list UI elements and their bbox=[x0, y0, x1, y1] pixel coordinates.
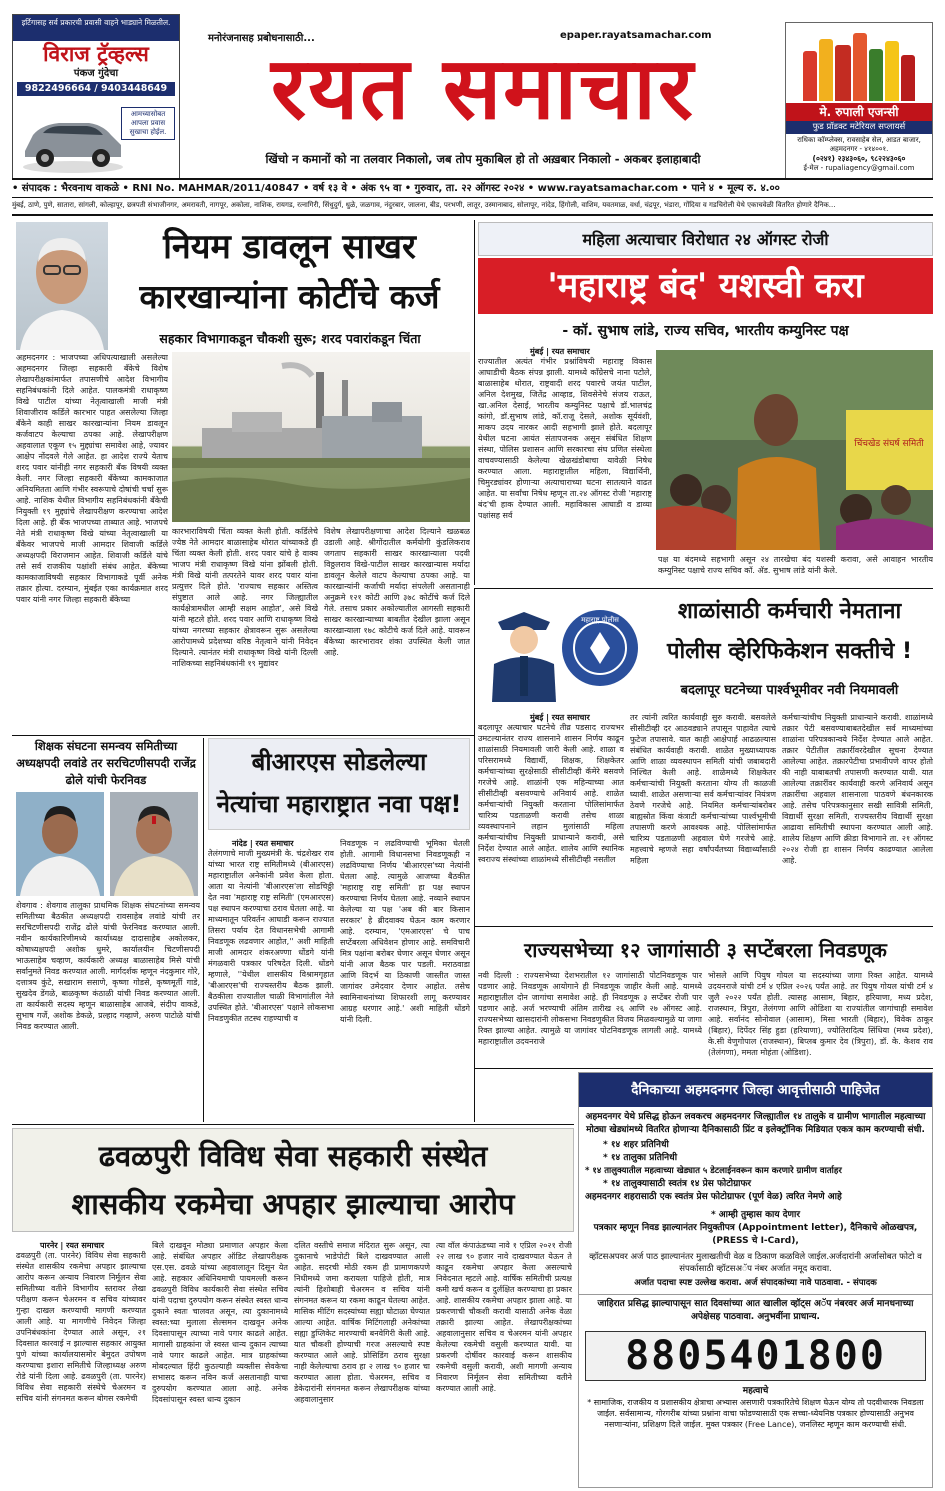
recruit-title: दैनिकाच्या अहमदनगर जिल्हा आवृत्तीसाठी पाहिजेत bbox=[579, 1073, 932, 1107]
ad-viraj-owner: पंकज गुंदेचा bbox=[73, 68, 119, 79]
recruit-offer: पत्रकार म्हणून निवड झाल्यानंतर नियुक्तीपत्र (Appointment letter), दैनिकाचे ओळखपत्र, (PRESS चे I-Card), bbox=[593, 1223, 918, 1246]
masthead-quote: खिंचो न कमानों को ना तलवार निकालो, जब तोप मुकाबिल हो तो अख़बार निकालो - अकबर इलाहाबादी bbox=[265, 152, 701, 166]
story5-headline-2: पोलीस व्हेरिफिकेशन सक्तीचे ! bbox=[666, 639, 913, 664]
ad-viraj-slogan: आमच्यासोबत आपला प्रवास सुखाचा होईल. bbox=[121, 107, 175, 140]
story7-col2: बिले दाखवून मोठ्या प्रमाणात अपहार केला आहे. संबंधित अपहार ऑडिट लेखापरीक्षक एस.एस. ढवळे यांच्या अहवालातून दिसून येत आहे. सहकार अधिनियमाची पायमल्ली करून ढवळपुरी विविध कार्यकारी सेवा संस्थेत सचिव यांनी पदाचा दुरुपयोग करून संस्थेत स्वस्त धान्य दुकाने स्वतः चालवत असून, त्या दुकानामध्ये स्वस्त:च्या मुलाला सेल्समन दाखवून अनेक दिवसापासून त्याच्या नावे पगार काढले आहेत. मागासी ग्राहकांना जे स्वस्त धान्य दुकान त्याच्या नावे पगार काढले आहेत. मात्र ग्राहकांच्या मोबदल्यात हिंदी कुठल्याही व्यक्तीस सेवकेचा सभासद करून नविन कर्ज असतानाही याचा दुरुपयोग करण्यात आला आहे. अनेक दिवसांपासून स्वस्त धान्य दुकान bbox=[152, 1241, 288, 1404]
recruit-whatsapp-note: जाहिरात प्रसिद्ध झाल्यापासून सात दिवसांच्या आत खालील व्हॉट्स अॅप नंबरवर अर्ज मानधनाच्या अपेक्षेसह पाठवावा. अनुभवींना प्राधान्य. bbox=[579, 1294, 932, 1327]
sugar-factory-photo bbox=[172, 352, 470, 522]
masthead-cities: मुंबई, ठाणे, पुणे, सातारा, सांगली, कोल्हापूर, छत्रपती संभाजीनगर, अमरावती, नागपूर, अकोला, नाशिक, रायगड, रत्नागिरी, सिंधुदुर्ग, धुळे, जळगाव, नंदुरबार, जालना, बीड, परभणी, लातूर, उस्मानाबाद, सोलापूर, नांदेड, हिंगोली, वाशिम, यवतमाळ, वर्धा, चंद्रपूर, भंडारा, गोंदिया व गडचिरोली येथे एकाचवेळी वितरित होणारे दैनिक... bbox=[12, 201, 836, 209]
story5-col2: तर त्यांनी त्वरित कार्यवाही सुरु करावी. बसवलेले सीसीटीव्ही दर आठवड्याने तपासून पाहावेत त्याचे फुटेज तपासावे. यात काही आक्षेपार्ह आढळल्यास संबंधित कार्यवाही करावी. शाळेत मुख्याध्यापक आणि शाळा व्यवस्थापन समिती यांची जबाबदारी निश्चित केली आहे. शाळेमध्ये शिक्षकेतर कर्मचाऱ्यांची नियुक्ती करताना योग्य ती काळजी घ्यावी. शाळेत असणाऱ्या सर्व कर्मचाऱ्यांवर नियंत्रण ठेवणे गरजेचे आहे. नियमित कर्मचाऱ्यांबरोबर बाह्यस्रोत किंवा कंत्राटी कर्मचाऱ्यांच्या पार्श्वभूमीची तपासणी करणे आवश्यक आहे. पोलिसांमार्फत चारित्र्य पडताळणी अहवाल घेणे गरजेचे आहे. महत्त्वाचे म्हणजे सहा वर्षांपर्यंतच्या विद्यार्थ्यांसाठी महिला bbox=[630, 713, 776, 865]
masthead-divider bbox=[12, 178, 933, 180]
banner-text: चिंचखेड संघर्ष समिती bbox=[854, 439, 924, 449]
recruit-ad bbox=[578, 1072, 933, 1488]
story5-col1: बदलापूर अत्याचार घटनेचे तीव्र पडसाद राज्यभर उमटल्यानंतर राज्य शासनाने शासन निर्णय काढून शाळांसाठी नियमावली जारी केली आहे. शाळा व परिसरामध्ये विद्यार्थी, शिक्षक, शिक्षकेतर कर्मचाऱ्यांच्या सुरक्षेसाठी सीसीटीव्ही कॅमेरे बसवणे गरजेचे आहे. शाळांनी एक महिन्याच्या आत सीसीटीव्ही बसवण्याचे अनिवार्य आहे. शाळेत कर्मचाऱ्यांची नियुक्ती करताना पोलिसांमार्फत चारित्र्य पडताळणी करावी तसेच शाळा व्यवस्थापनाने लहान मुलांसाठी महिला कर्मचाऱ्यांचीच नियुक्ती प्राधान्याने करावी, असे निर्देश देण्यात आले आहेत. शालेय आणि स्थानिक स्वराज्य संस्थांच्या शाळांमध्ये सीसीटीव्ही नसतील bbox=[478, 723, 624, 864]
story1-headline-1: नियम डावलून साखर bbox=[163, 227, 416, 267]
story7-col3: दलित वस्तीचे समाज मंदिरात सुरू असून, त्या दुकानाचे भाडेपोटी बिले दाखवण्यात आली आहेत. सदरची मोठी रकम ही प्रामाणकपणे निधीमध्ये जमा करायला पाहिजे होती, मात्र त्यांनी हिशोबाही चेअरमन व सचिव यांनी संगनमत करून या रकमा काढून घेतल्या आहेत. मासिक मीटिंग सदस्यांच्या सह्या घोटाळा घेण्यात आल्या आहेत. वार्षिक मिटिंगलाही अनेकांच्या सह्या डुप्लिकेट मारण्याची बनवेगिरी केली आहे. यात चौकशी होण्याची गरज असल्याचे स्पष्ट करण्यात आले आहे. प्रोसिडिंग ठराव सुरक्षा नाही केलेल्याचा ठराव हा २ लाख ९० हजार चा करण्यात आला होता. चेअरमन, सचिव व डेकेदारांनी संगनमत करून लेखापरीक्षक यांच्या अहवालानुसार bbox=[294, 1241, 430, 1404]
recruit-apply: व्हॉटसअपवर अर्ज पाठ झाल्यानंतर मुलाखतीची वेळ व ठिकाण कळविले जाईल.अर्जदारांनी अर्जासोबत फोटो व संपर्कासाठी व्हॉटसअॅप नंबर अर्जात नमूद करावा. bbox=[589, 1252, 922, 1274]
story1-col2: कारभाराविषयी चिंता व्यक्त केली होती. कर्डिलेचे ज्येष्ठ नेते आमदार बाळासाहेब थोरात यांच्याकडे ही चिंता व्यक्त केली होती. शरद पवार यांचे हे वाक्य भाजप मंत्री राधाकृष्ण विखे यांना झोंबली होती. मंत्री विखे यांनी तत्परतेने यावर शरद पवार यांना प्रत्युत्तर दिले होते. 'राज्याच सहकार अस्तित्व संपुष्टात आले आहे. नगर जिल्ह्यातील कार्यक्षेत्रामधील आम्ही सक्षम आहोत', असे विखे यांनी म्हटले होते. शरद पवार आणि राधाकृष्ण विखे यांच्या नगरच्या सहकार क्षेत्रावरून सुरू असलेल्या आरोपामध्ये प्रदेशच्या वरिष्ठ नेतृत्वाने यांनी निवेदन दिल्याने. त्यानंतर मंत्री राधाकृष्ण विखे यांनी दिल्ली नाशिकच्या सहनिबंधकांनी १९ मुद्यांवर bbox=[172, 527, 318, 668]
story5-headline-1: शाळांसाठी कर्मचारी नेमताना bbox=[677, 599, 902, 624]
recruit-important-title: महत्वाचे bbox=[742, 1386, 769, 1396]
ad-rupali-address: राधिका कॉम्प्लेक्स, रावसाहेब सेल, आडत बाजार, अहमदनगर - ४१४००१. bbox=[797, 136, 921, 153]
story2-body: राज्यातील अत्यंत गंभीर प्रश्नांविषयी महाराष्ट्र विकास आघाडीची बैठक संपन्न झाली. यामध्ये कॉंग्रेसचे नाना पटोले, बाळासाहेब थोरात, राष्ट्रवादी शरद पवारचे जयंत पाटील, अनिल देशमुख, जितेंद्र आव्हाड, शिवसेनेचे संजय राऊत, खा.अनिल देसाई, भारतीय कम्युनिस्ट पक्षाचे डॉ.भालचंद्र कांगो, डॉ.सुभाष लांडे, कॉ.राजू देसले, अशोक सूर्यवंशी, माकप उदय नारकर आदी सहभागी झाले होते. बदलापूर येथील घटना आयंत संतापजनक असून संबंधित शिक्षण संस्था, पोलिस प्रशासन आणि सरकारचा संघ प्रणित संस्थेला वाचवण्यासाठी केलेल्या खेळखंडोबाचा यावेळी निषेध करण्यात आला. महाराष्ट्रातील महिला, विद्यार्थिनी, चिमुरड्यांवर होणाऱ्या अत्याचाराच्या घटना सातत्याने वाढत आहेत. या सर्वांचा निषेध म्हणून ता.२४ ऑगस्ट रोजी 'महाराष्ट्र बंद'ची हाक देण्यात आली. महाविकास आघाडी व डाव्या पक्षांसह सर्व bbox=[478, 357, 652, 520]
ad-rupali-name: मे. रुपाली एजन्सी bbox=[786, 103, 932, 121]
recruit-phone[interactable]: 8805401800 bbox=[585, 1331, 926, 1381]
lavande-photo bbox=[16, 792, 104, 896]
story1-headline-2: कारखान्यांना कोटींचे कर्ज bbox=[139, 277, 440, 316]
story3-headline: शिक्षक संघटना समन्वय समितीच्या अध्यक्षपदी लवांडे तर सरचिटणीसपदी राजेंद्र ढोले यांची फेरनिवड bbox=[16, 739, 196, 787]
story4-dateline: नांदेड | रयत समाचार bbox=[232, 839, 294, 848]
masthead-info-line: • संपादक : भैरवनाथ वाकळे • RNI No. MAHMAR/2011/40847 • वर्ष १३ वे • अंक ९५ वा • गुरुवार, ता. २२ ऑगस्ट २०२४ • www.rayatsamachar.com • पाने ४ • मूल्य रु. ४.०० bbox=[12, 183, 780, 194]
story2-kicker: महिला अत्याचार विरोधात २४ ऑगस्ट रोजी bbox=[582, 230, 829, 249]
sharad-pawar-photo bbox=[16, 222, 108, 350]
row-divider-4 bbox=[474, 1068, 933, 1069]
ad-viraj-name: विराज ट्रॅव्हल्स bbox=[43, 42, 149, 66]
story2-byline: - कॉ. सुभाष लांडे, राज्य सचिव, भारतीय कम्युनिस्ट पक्ष bbox=[562, 323, 849, 339]
row-divider-2 bbox=[474, 588, 933, 589]
story3-body: शेवगाव : शेवगाव तालुका प्राथमिक शिक्षक संघटनांच्या समन्वय समितीच्या बैठकीत अध्यक्षपदी रावसाहेब लवांडे यांची तर सरचिटणीसपदी राजेंद्र ढोले यांची फेरनिवड करण्यात आली. नवीन कार्यकारिणीमध्ये कार्याध्यक्ष दादासाहेब अकोलकर, कोषाध्यक्षपदी अशोक धुमरे, कार्यालयीन चिटणीसपदी भाऊसाहेब चव्हाण, कार्यकारी अध्यक्ष बाळासाहेब मिसे यांची सर्वानुमते निवड करण्यात आली. मार्गदर्शक म्हणून नंदकुमार गोरे, दत्तात्रय कुंटे, सखाराम ससाणे, कृष्णा गोडसे, कृष्णमूर्ती गाडे, सुखदेव डेंगळे, बाळकृष्ण कंठाळी यांची निवड करण्यात आली. ता कार्यकारी सदस्य म्हणून बाळासाहेब आजबे, संदीप वाकडे, सुभाष गर्जे, अशोक डेकळे, प्रल्हाद गव्हाणे, अरुण पाटोळे यांची निवड करण्यात आली. bbox=[16, 901, 200, 1031]
story7-col1: ढवळपुरी (ता. पारनेर) विविध सेवा सहकारी संस्थेत शासकीय रकमेचा अपहार झाल्याचा आरोप करून अन्याय निवारण निर्मूलन सेवा समितीच्या वतीने विभागीय स्तरावर लेखा परीक्षण करून चेअरमन व सचिव यांच्यावर गुन्हा दाखल करण्याची मागणी करण्यात आली आहे. या मागणीचे निवेदन जिल्हा उपनिबंधकांना देण्यात आले असून, २१ दिवसात कारवाई न झाल्यास सहकार आयुक्त पुणे यांच्या कार्यालयासमोर बेमुदत उपोषण करण्याचा इशारा समितीचे जिल्हाध्यक्ष अरुण रोडे यांनी दिला आहे. ढवळपुरी (ता. पारनेर) विविध सेवा सहकारी संस्थेचे चेअरमन व सचिव यांनी संगनमत करून बोगस रकमेची bbox=[16, 1251, 146, 1403]
story4-headline-1: बीआरएस सोडलेल्या bbox=[251, 748, 427, 776]
story5-col3: कर्मचाऱ्यांचीच नियुक्ती प्राधान्याने करावी. शाळांमध्ये तक्रार पेटी बसवण्याबाबतदेखील सर्व माध्यमांच्या शाळांना परिपत्रकान्वये निर्देश देण्यात आले आहेत. तक्रार पेटीतील तक्रारींवरदेखील सूचना देण्यात आलेल्या आहेत. तक्रारपेटीचा प्रभावीपणे वापर होतो की नाही याबाबतची तपासणी करण्यात यावी. यात आलेल्या तक्रारींवर कार्यवाही करणे अनिवार्य असून तक्रारींचा अहवाल शासनाला पाठवणे बंधनकारक आहे. तसेच परिपत्रकानुसार सखी सावित्री समिती, विद्यार्थी सुरक्षा समिती, राज्यस्तरीय विद्यार्थी सुरक्षा आढावा समितीची स्थापना करण्यात आली आहे. शालेय शिक्षण आणि क्रीडा विभागाने ता. २१ ऑगस्ट २०२४ रोजी हा शासन निर्णय काढण्यात आलेला आहे. bbox=[782, 713, 933, 865]
story7-headline-1: ढवळपुरी विविध सेवा सहकारी संस्थेत bbox=[98, 1139, 488, 1173]
recruit-offer-title: * आम्ही तुम्हास काय देणार bbox=[710, 1210, 801, 1220]
story1-col1: अहमदनगर : भाजपच्या अधिपत्याखाली असलेल्या अहमदनगर जिल्हा सहकारी बँकेचे विशेष लेखापरीक्षकांमार्फत तपासणीचे आदेश विभागीय सहनिबंधकांनी दिले आहेत. पालकमंत्री राधाकृष्ण विखे पाटील यांच्या नेतृत्वाखाली माजी मंत्री शिवाजीराव कर्डिले कारभार पाहत असलेल्या जिल्हा बँकेने काही साखर कारखान्यांना नियम डावलून कर्जवाटप केल्याचा ठपका आहे. लेखापरीक्षण अहवालात एकूण १५ मुद्द्यांचा समावेश आहे, ज्यावर आक्षेप नोंदवले गेले आहेत. हा आदेश राज्ये येताच शरद पवार यांनीही नगर सहकारी बँक विषयी व्यक्त केली. नगर जिल्हा सहकारी बँकेच्या कामकाजात अनियमितता आणि गंभीर स्वरूपाचे दोषांची चर्चा सुरू आहे. नाशिक येथील विभागीय सहनिबंधकांनी बँकेची नियुक्ती १९ मुद्द्यांचे लेखापरीक्षण करण्याचा आदेश दिला आहे. ही बँक भाजपच्या ताब्यात आहे. भाजपचे नेते मंत्री राधाकृष्ण विखे यांच्या नेतृत्वाखाली या बँकेवर भाजपचे माजी आमदार शिवाजी कर्डिले अध्यक्षपदी विराजमान आहेत. शिवाजी कर्डिले यांचे तसे सर्व राजकीय पक्षांशी संबंध आहेत. बँकेच्या कामकाजाविषयी सहकार विभागाकडे पूर्वी अनेक तक्रार होत्या. दरम्यान, मुंबईत एका कार्यक्रमात शरद पवार यांनी नगर जिल्हा सहकारी बँकेच्या bbox=[16, 353, 168, 604]
row-divider-1 bbox=[12, 735, 474, 736]
police-illustration bbox=[478, 592, 646, 702]
landé-speech-photo bbox=[656, 350, 933, 550]
story2-kicker-box bbox=[478, 222, 933, 256]
story2-headline-box bbox=[478, 258, 933, 314]
story4-col1: तेलंगणाचे माजी मुख्यमंत्री के. चंद्रशेखर राव यांच्या भारत राष्ट्र समितीमध्ये (बीआरएस) महाराष्ट्रातील अनेकांनी प्रवेश केला होता. आता या नेत्यांनी 'बीआरएस'ला सोडचिठ्ठी देत नवा 'महाराष्ट्र राष्ट्र समिती' (एमआरएस) पक्ष स्थापन करण्याचा ठराव घेतला आहे. या माध्यमातून परिवर्तन आघाडी करून राज्यात तिसरा पर्याय देत विधानसभेची आगामी निवडणूक लढवणार आहोत,'' अशी माहिती माजी आमदार शंकरअण्णा धोंडगे यांनी मंगळवारी पत्रकार परिषदेत दिली. धोंडगे म्हणाले, ''येथील शासकीय विश्रामगृहात 'बीआरएस'ची राज्यस्तरीय बैठक झाली. बैठकीला राज्यातील चाळी विभागांतील नेते उपस्थित होते. 'बीआरएस' पक्षाने लोकसभा निवडणुकीत तटस्थ राहण्याची व bbox=[208, 849, 334, 1023]
story6-col2: भोसले आणि पियुष गोयल या सदस्यांच्या जागा रिक्त आहेत. यामध्ये उदयनराजे यांची टर्म ४ एप्रिल २०२६ पर्यंत आहे. तर पियुष गोयल यांची टर्म ४ जुलै २०२२ पर्यंत होती. त्यासह आसाम, बिहार, हरियाणा, मध्य प्रदेश, राजस्थान, त्रिपुरा, तेलंगणा आणि ओडिशा या राज्यांतील जागांचाही समावेश आहे. सर्वानंद सोनोवाल (आसाम), मिसा भारती (बिहार), विवेक ठाकूर (बिहार), दिपेंदर सिंह हुडा (हरियाणा), ज्योतिरादित्य सिंधिया (मध्य प्रदेश), के.सी वेणुगोपाल (राजस्थान), बिप्लब कुमार देव (त्रिपुरा), डॉ. के. केशव राव (तेलंगणा), ममता मोहंता (ओडिशा). bbox=[708, 971, 933, 1057]
dhole-photo bbox=[110, 792, 198, 896]
car-image bbox=[19, 99, 127, 175]
story5-subhead: बदलापूर घटनेच्या पार्श्वभूमीवर नवी नियमावली bbox=[680, 683, 899, 698]
story4-headline-2: नेत्यांचा महाराष्ट्रात नवा पक्ष! bbox=[216, 790, 462, 818]
story6-headline: राज्यसभेच्या १२ जागांसाठी ३ सप्टेंबरला निवडणूक bbox=[524, 938, 887, 962]
masthead-tagline: मनोरंजनासह प्रबोधनासाठी... bbox=[208, 33, 315, 44]
story2-dateline: मुंबई | रयत समाचार bbox=[530, 347, 590, 356]
masthead-divider-3 bbox=[12, 214, 933, 216]
ad-rupali-agency bbox=[785, 22, 933, 180]
column-divider-1 bbox=[474, 220, 475, 585]
masthead-divider-2 bbox=[12, 197, 933, 198]
story7-headline-2: शासकीय रकमेचा अपहार झाल्याचा आरोप bbox=[71, 1187, 515, 1221]
police-badge-text: महाराष्ट्र पोलीस bbox=[581, 616, 619, 624]
story2-caption: पक्ष या बंदमध्ये सहभागी असून २४ तारखेचा बंद यशस्वी करावा, असे आवाहन भारतीय कम्युनिस्ट पक्षाचे राज्य सचिव कॉ. ॲड. सुभाष लांडे यांनी केले. bbox=[658, 555, 933, 575]
product-bottles-image bbox=[786, 23, 932, 103]
column-divider-2 bbox=[203, 738, 204, 1122]
ad-viraj-phone: 9822496664 / 9403448649 bbox=[17, 82, 175, 96]
story1-col3: विशेष लेखापरीक्षणाचा आदेश दिल्याने खळबळ उडाली आहे. श्रीगोंदातील कर्मयोगी कुंडलिकराव जगताप सहकारी साखर कारखान्याला पदवी विठ्ठलराव विखे-पाटील साखर कारखान्यास मर्यादा डावलून केलेले वाटप केल्याचा ठपका आहे. या कारखान्यांनी कर्जाची मर्यादा संपलेली असतानाही अनुक्रमे १२१ कोटी आणि ३७८ कोटींचे कर्ज दिले गेले. तसाच प्रकार अकोल्यातील आगस्ती सहकारी साखर कारखान्याच्या बाबतीत देखील झाला असून कारखान्याला १७८ कोटीचे कर्ज दिले आहे. यावरून बँकेच्या कारभारावर शंका उपस्थित केली जात आहे. bbox=[324, 527, 470, 657]
ad-viraj-travels bbox=[12, 14, 180, 180]
story7-col4: त्या वॉल कंपाऊंडच्या नावे १ एप्रिल २०२१ रोजी २२ लाख ९० हजार नावे दाखवण्यात येऊन ते काढून रकमेचा अपहार केला असल्याचे निवेदनात म्हटले आहे. वार्षिक समितीची प्रत्यक्ष कमी खर्च करून व दुर्लक्षित करण्याचा हा प्रकार आहे. शासकीय रकमेचा अपहार झाला आहे. या प्रकरणाची चौकशी करावी यासाठी अनेक वेळा तक्रारी झाल्या आहेत. लेखापरीक्षकांच्या अहवालानुसार सचिव व चेअरमन यांनी अपहार केलेल्या रकमेची वसुली करण्यात यावी. या प्रकरणी दोषींवर कारवाई करून शासकीय रकमेची वसुली करावी, अशी मागणी अन्याय निवारण निर्मूलन सेवा समितीच्या वतीने करण्यात आली आहे. bbox=[436, 1241, 572, 1393]
story5-dateline: मुंबई | रयत समाचार bbox=[530, 713, 590, 722]
recruit-important: * सामाजिक, राजकीय व प्रशासकीय क्षेत्राचा अभ्यास असणारी पत्रकारितेचे शिक्षण घेऊन योग्य तो पदवीधारक निवडला जाईल. सर्वसामान्य, गोरगरीब यांच्या प्रश्नांना वाचा फोडण्यासाठी एक सच्चा-ध्येयनिष्ठ पत्रकार होण्यासाठी अनुभव नसणाऱ्यांना, प्रशिक्षण दिले जाईल. मुक्त पत्रकार (Free Lance), जनलिस्ट म्हणून काम करण्याची संधी. bbox=[587, 1398, 924, 1429]
story7-dateline: पारनेर | रयत समाचार bbox=[40, 1241, 105, 1250]
ad-rupali-phone: (०२४१) २३४३०६०, ९८२२४३०६० bbox=[812, 154, 906, 163]
recruit-item-5: अहमदनगर शहरासाठी एक स्वतंत्र प्रेस फोटोग्राफर (पूर्ण वेळ) त्वरित नेमणे आहे bbox=[585, 1192, 842, 1202]
recruit-item-1: * १४ शहर प्रतिनिधी bbox=[603, 1140, 669, 1150]
story6-col1: नवी दिल्ली : राज्यसभेच्या देशभरातील १२ जागांसाठी पोटनिवडणूक पार पडणार आहे. निवडणूक आयोगाने ही निवडणूक जाहीर केली आहे. यामध्ये महाराष्ट्रातील दोन जागांचा समावेश आहे. ही निवडणूक ३ सप्टेंबर रोजी पार पडणार आहे. अर्ज भरण्याची अंतिम तारीख २६ आणि २७ ऑगस्ट आहे. राज्यसभेच्या खासदारांनी लोकसभा निवडणुकीत विजय मिळवल्यामुळे या जागा रिक्त झाल्या आहेत. त्यामुळे या जागांवर पोटनिवडणूक लागली आहे. यामध्ये महाराष्ट्रातील उदयनराजे bbox=[478, 971, 702, 1046]
story1-subhead: सहकार विभागाकडून चौकशी सुरू; शरद पवारांकडून चिंता bbox=[159, 331, 421, 346]
ad-viraj-top-text: इर्टिगासह सर्व प्रकारची प्रवासी वाहने भाड्याने मिळतील. bbox=[13, 15, 179, 41]
epaper-url[interactable]: epaper.rayatsamachar.com bbox=[560, 30, 712, 41]
ad-rupali-email[interactable]: ई-मेल - rupaliagency@gmail.com bbox=[803, 164, 915, 172]
masthead-title: रयत समाचार bbox=[271, 38, 695, 139]
ad-rupali-sub: फुड प्रॉडक्ट मटेरियल सप्लायर्स bbox=[786, 121, 932, 134]
column-divider-3 bbox=[474, 588, 475, 1122]
story2-headline: 'महाराष्ट्र बंद' यशस्वी करा bbox=[547, 266, 864, 306]
row-divider-3 bbox=[474, 926, 933, 927]
recruit-item-4: * १४ तालुक्यासाठी स्वतंत्र १४ प्रेस फोटोग्राफर bbox=[603, 1179, 752, 1189]
recruit-note: अर्जात पदाचा स्पष्ट उल्लेख करावा. अर्ज संपादकांच्या नावे पाठवावा. - संपादक bbox=[634, 1278, 877, 1288]
recruit-intro: अहमदनगर येथे प्रसिद्ध होऊन लवकरच अहमदनगर जिल्ह्यातील १४ तालुके व ग्रामीण भागातील महत्वाच्या मोठ्या खेड्यांमध्ये वितरित होणाऱ्या दैनिकासाठी प्रिंट व इलेक्ट्रॉनिक मिडियात एकत्र काम करण्याची संधी. bbox=[585, 1112, 926, 1135]
row-divider-5 bbox=[12, 1124, 574, 1125]
recruit-item-3: * १४ तालुक्यातील महत्वाच्या खेड्यात ५ डेटलाईनवरून काम करणारे ग्रामीण वार्ताहर bbox=[585, 1166, 842, 1176]
story4-col2: निवडणूक न लढविण्याची भूमिका घेतली होती. आगामी विधानसभा निवडणूकही न लढविण्याचा निर्णय 'बीआरएस'च्या नेत्यांनी घेतला आहे. त्यामुळे आजच्या बैठकीत 'महाराष्ट्र राष्ट्र समिती' हा पक्ष स्थापन करण्याचा निर्णय घेतला आहे. नव्याने स्थापन केलेल्या या पक्ष 'अब की बार किसान सरकार' हे ब्रीदवाक्य घेऊन काम करणार आहे. दरम्यान, 'एमआरएस' चे पाच सप्टेंबरला अधिवेशन होणार आहे. समविचारी मित्र पक्षांना बरोबर घेणार असून घेणार असून यांनी आज बैठक पार पडली. मराठवाडा आणि विदर्भ या ठिकाणी जास्तीत जास्त जागांवर उमेदवार देणार आहोत. तसेच स्वामिनाथनांच्या शिफारशी लागू करण्यावर आग्रह धरणार आहे.' अशी माहिती धोंडगे यांनी दिली. bbox=[340, 839, 470, 1024]
recruit-item-2: * १४ तालुका प्रतिनिधी bbox=[603, 1153, 678, 1163]
